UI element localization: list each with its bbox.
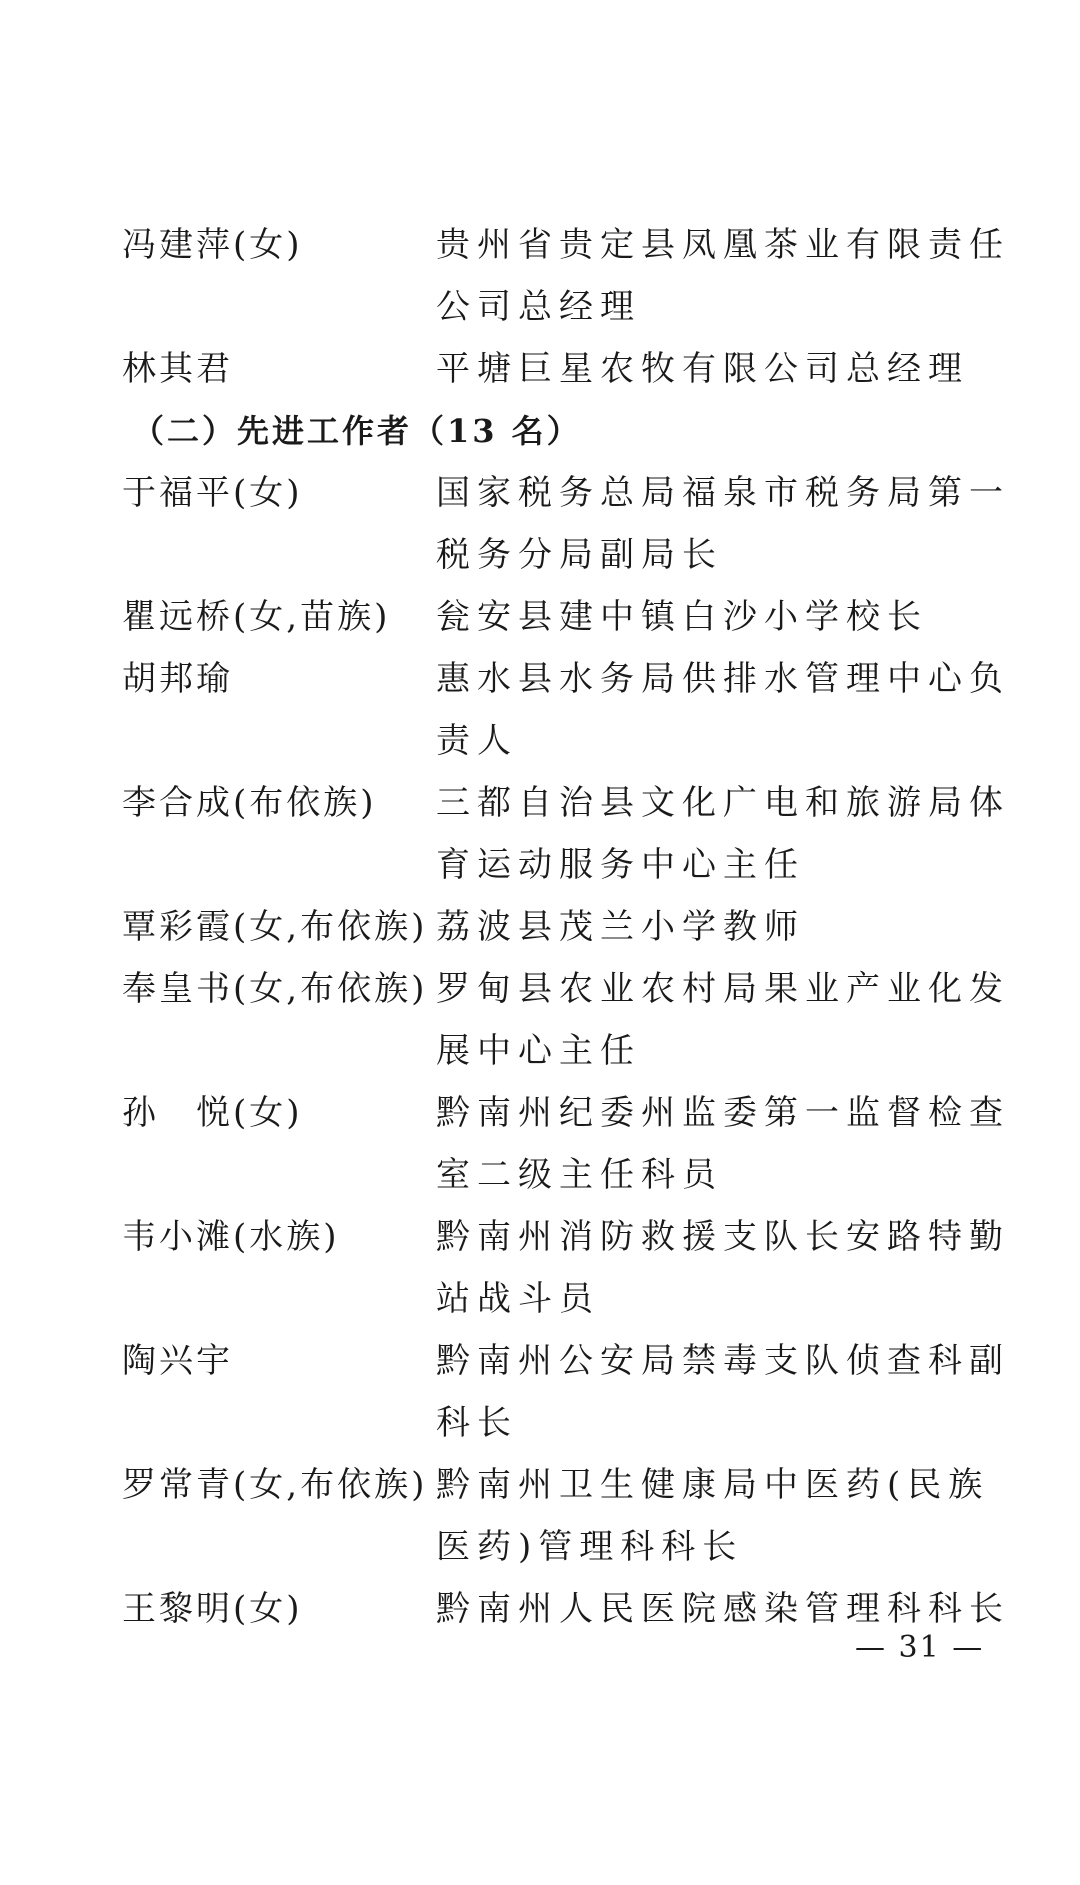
person-title: 瓮安县建中镇白沙小学校长 — [436, 597, 928, 637]
person-title: 黔南州消防救援支队长安路特勤站战斗员 — [436, 1217, 1010, 1319]
person-title: 贵州省贵定县凤凰茶业有限责任公司总经理 — [436, 225, 1010, 327]
person-title: 罗甸县农业农村局果业产业化发展中心主任 — [436, 969, 1010, 1071]
person-title: 惠水县水务局供排水管理中心负责人 — [436, 659, 1010, 761]
person-title: 荔波县茂兰小学教师 — [436, 907, 805, 947]
person-title: 国家税务总局福泉市税务局第一税务分局副局长 — [436, 473, 1010, 575]
person-name: 覃彩霞(女,布依族) — [122, 907, 428, 947]
list-item — [122, 1082, 1022, 1206]
list-item — [122, 772, 1022, 896]
list-item — [122, 1330, 1022, 1454]
person-title: 黔南州纪委州监委第一监督检查室二级主任科员 — [436, 1093, 1010, 1195]
person-name: 孙 悦(女) — [122, 1093, 303, 1133]
section-heading: （二）先进工作者（13 名） — [132, 412, 582, 450]
person-name: 瞿远桥(女,苗族) — [122, 597, 391, 637]
person-name: 于福平(女) — [122, 473, 303, 513]
page-number: — 31 — — [855, 1630, 985, 1665]
person-name: 胡邦瑜 — [122, 659, 233, 699]
person-name: 李合成(布依族) — [122, 783, 377, 823]
honoree-list — [122, 214, 1022, 1640]
person-name: 罗常青(女,布依族) — [122, 1465, 428, 1505]
person-name: 韦小滩(水族) — [122, 1217, 340, 1257]
person-title: 三都自治县文化广电和旅游局体育运动服务中心主任 — [436, 783, 1010, 885]
list-item — [122, 1206, 1022, 1330]
list-item — [122, 214, 1022, 338]
person-name: 陶兴宇 — [122, 1341, 233, 1381]
list-item — [122, 338, 1022, 400]
list-item — [122, 586, 1022, 648]
person-title: 黔南州卫生健康局中医药(民族医药)管理科科长 — [436, 1465, 990, 1567]
list-item — [122, 648, 1022, 772]
list-item — [122, 958, 1022, 1082]
person-name: 王黎明(女) — [122, 1589, 303, 1629]
person-name: 林其君 — [122, 349, 233, 389]
list-item — [122, 896, 1022, 958]
list-item — [122, 462, 1022, 586]
person-name: 奉皇书(女,布依族) — [122, 969, 428, 1009]
person-title: 黔南州公安局禁毒支队侦查科副科长 — [436, 1341, 1010, 1443]
list-item — [122, 1454, 1022, 1578]
person-title: 黔南州人民医院感染管理科科长 — [436, 1589, 1010, 1629]
person-name: 冯建萍(女) — [122, 225, 303, 265]
person-title: 平塘巨星农牧有限公司总经理 — [436, 349, 969, 389]
